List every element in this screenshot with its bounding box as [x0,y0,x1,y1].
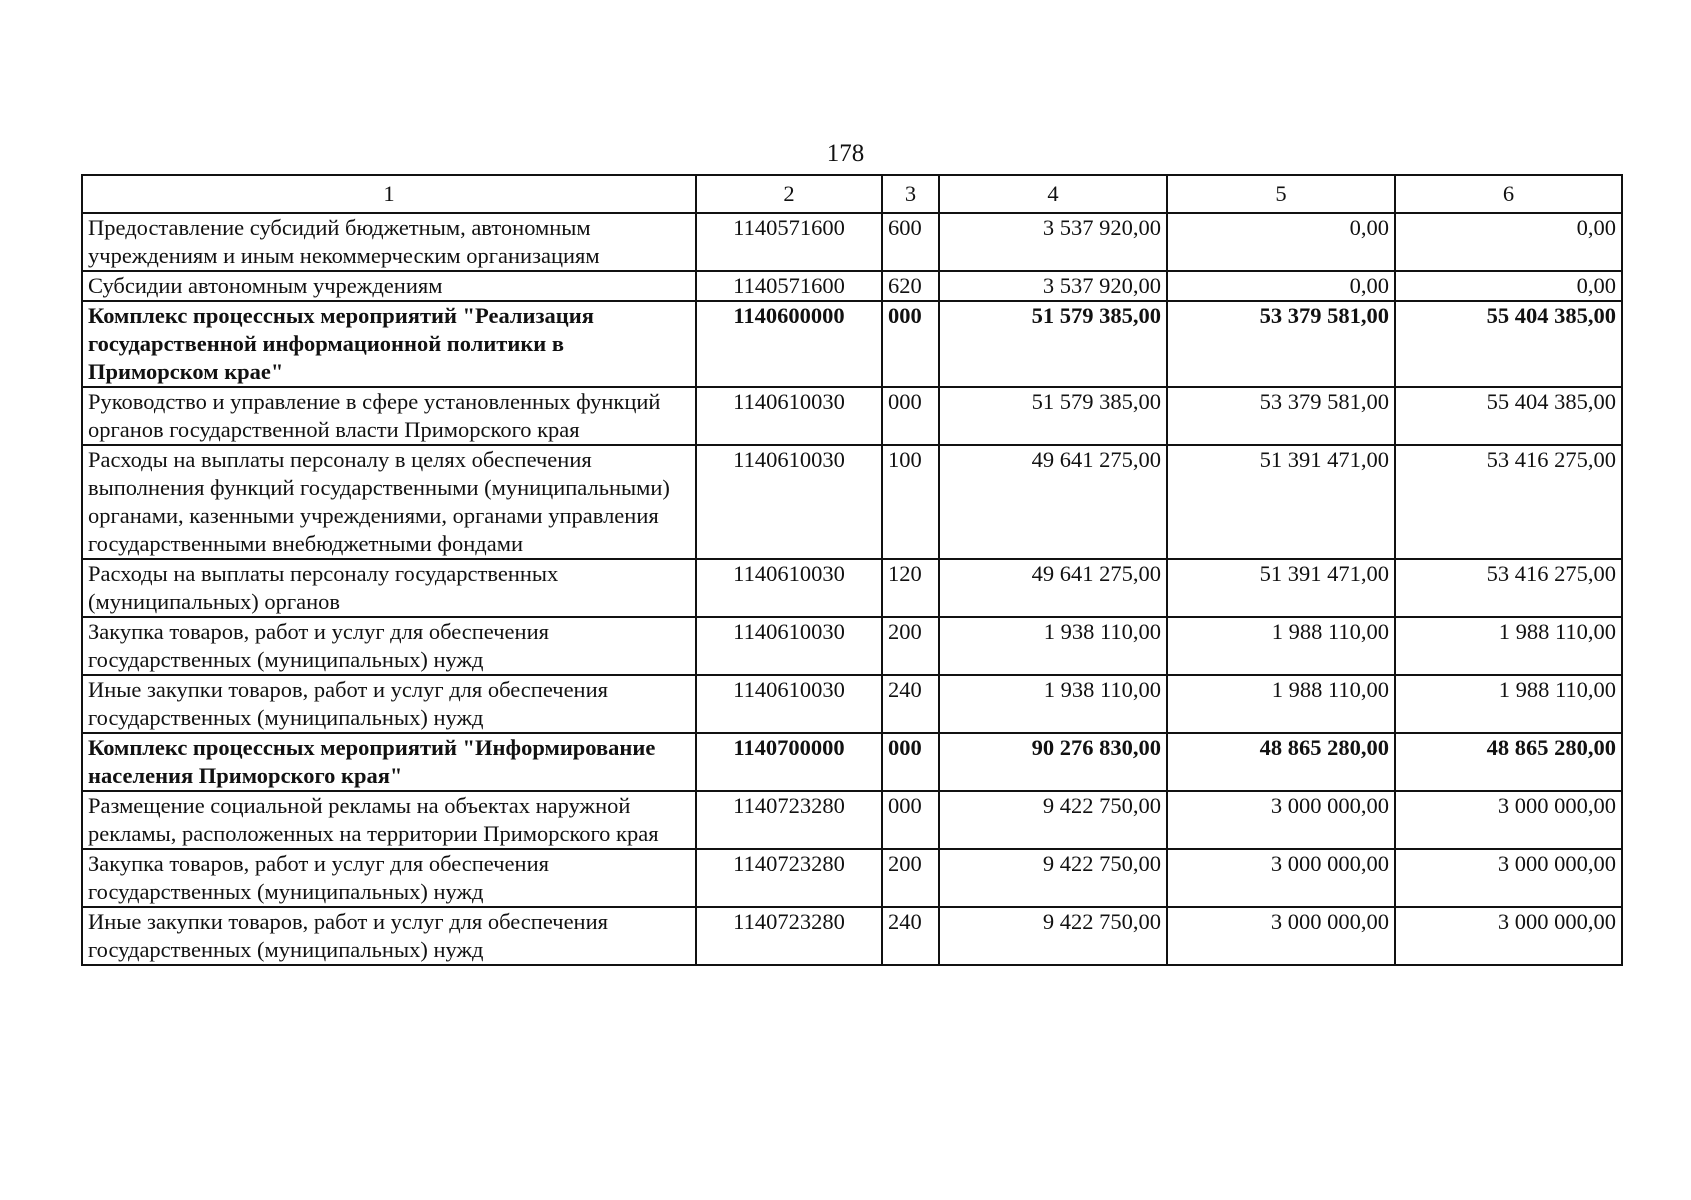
row-kvr-cell: 240 [882,907,939,965]
row-value-2026-cell: 53 416 275,00 [1395,445,1622,559]
row-value-2024-cell: 49 641 275,00 [939,559,1167,617]
row-kvr-cell: 200 [882,617,939,675]
budget-table [81,174,1623,966]
row-value-2024-cell: 51 579 385,00 [939,301,1167,387]
row-value-2025-cell: 53 379 581,00 [1167,301,1395,387]
row-kvr-cell: 000 [882,387,939,445]
table-body [82,213,1622,965]
row-value-2025-cell: 3 000 000,00 [1167,791,1395,849]
table-row [82,675,1622,733]
row-kvr-cell: 000 [882,733,939,791]
row-value-2024-cell: 3 537 920,00 [939,271,1167,301]
row-value-2025-cell: 48 865 280,00 [1167,733,1395,791]
row-code-cell: 1140610030 [696,675,882,733]
row-code-cell: 1140610030 [696,387,882,445]
row-value-2024-cell: 1 938 110,00 [939,617,1167,675]
row-value-2026-cell: 1 988 110,00 [1395,675,1622,733]
row-code-cell: 1140571600 [696,213,882,271]
row-value-2026-cell: 0,00 [1395,271,1622,301]
row-value-2024-cell: 49 641 275,00 [939,445,1167,559]
row-kvr-cell: 100 [882,445,939,559]
row-name-cell: Расходы на выплаты персоналу в целях обеспечения выполнения функций государственными (муниципальными) органами, казенными учреждениями, органами управления государственными внебюджетными фондами [82,445,696,559]
row-code-cell: 1140571600 [696,271,882,301]
table-row [82,617,1622,675]
row-value-2025-cell: 3 000 000,00 [1167,849,1395,907]
row-value-2026-cell: 0,00 [1395,213,1622,271]
table-row [82,733,1622,791]
column-header: 4 [939,175,1167,213]
row-name-cell: Субсидии автономным учреждениям [82,271,696,301]
table-row [82,387,1622,445]
row-value-2025-cell: 0,00 [1167,213,1395,271]
row-code-cell: 1140600000 [696,301,882,387]
row-value-2024-cell: 1 938 110,00 [939,675,1167,733]
table-header-row [82,175,1622,213]
row-value-2026-cell: 3 000 000,00 [1395,907,1622,965]
row-value-2024-cell: 9 422 750,00 [939,791,1167,849]
row-name-cell: Предоставление субсидий бюджетным, автономным учреждениям и иным некоммерческим организациям [82,213,696,271]
row-value-2026-cell: 55 404 385,00 [1395,387,1622,445]
row-name-cell: Комплекс процессных мероприятий "Реализация государственной информационной политики в Приморском крае" [82,301,696,387]
row-name-cell: Расходы на выплаты персоналу государственных (муниципальных) органов [82,559,696,617]
row-kvr-cell: 120 [882,559,939,617]
column-header: 6 [1395,175,1622,213]
row-value-2025-cell: 1 988 110,00 [1167,617,1395,675]
row-value-2025-cell: 51 391 471,00 [1167,559,1395,617]
row-code-cell: 1140700000 [696,733,882,791]
column-header: 2 [696,175,882,213]
row-value-2026-cell: 3 000 000,00 [1395,791,1622,849]
column-header: 3 [882,175,939,213]
row-value-2026-cell: 53 416 275,00 [1395,559,1622,617]
row-kvr-cell: 620 [882,271,939,301]
row-value-2024-cell: 9 422 750,00 [939,849,1167,907]
row-name-cell: Комплекс процессных мероприятий "Информирование населения Приморского края" [82,733,696,791]
row-value-2024-cell: 3 537 920,00 [939,213,1167,271]
row-code-cell: 1140723280 [696,791,882,849]
row-name-cell: Размещение социальной рекламы на объектах наружной рекламы, расположенных на территории Приморского края [82,791,696,849]
row-value-2024-cell: 90 276 830,00 [939,733,1167,791]
table-row [82,791,1622,849]
row-name-cell: Закупка товаров, работ и услуг для обеспечения государственных (муниципальных) нужд [82,849,696,907]
row-kvr-cell: 240 [882,675,939,733]
row-name-cell: Закупка товаров, работ и услуг для обеспечения государственных (муниципальных) нужд [82,617,696,675]
row-code-cell: 1140723280 [696,907,882,965]
row-value-2025-cell: 1 988 110,00 [1167,675,1395,733]
table-row [82,907,1622,965]
row-name-cell: Иные закупки товаров, работ и услуг для обеспечения государственных (муниципальных) нужд [82,675,696,733]
row-value-2026-cell: 3 000 000,00 [1395,849,1622,907]
row-value-2026-cell: 48 865 280,00 [1395,733,1622,791]
row-value-2026-cell: 55 404 385,00 [1395,301,1622,387]
row-value-2024-cell: 9 422 750,00 [939,907,1167,965]
row-value-2025-cell: 0,00 [1167,271,1395,301]
row-code-cell: 1140610030 [696,445,882,559]
table-row [82,849,1622,907]
row-code-cell: 1140723280 [696,849,882,907]
row-kvr-cell: 200 [882,849,939,907]
row-kvr-cell: 000 [882,301,939,387]
row-kvr-cell: 600 [882,213,939,271]
row-name-cell: Иные закупки товаров, работ и услуг для обеспечения государственных (муниципальных) нужд [82,907,696,965]
row-value-2025-cell: 3 000 000,00 [1167,907,1395,965]
column-header: 5 [1167,175,1395,213]
row-code-cell: 1140610030 [696,617,882,675]
row-value-2025-cell: 51 391 471,00 [1167,445,1395,559]
column-header: 1 [82,175,696,213]
row-value-2024-cell: 51 579 385,00 [939,387,1167,445]
table-row [82,559,1622,617]
table-row [82,271,1622,301]
page-number: 178 [826,140,865,167]
row-value-2025-cell: 53 379 581,00 [1167,387,1395,445]
row-code-cell: 1140610030 [696,559,882,617]
row-kvr-cell: 000 [882,791,939,849]
table-row [82,301,1622,387]
row-value-2026-cell: 1 988 110,00 [1395,617,1622,675]
table-row [82,213,1622,271]
table-row [82,445,1622,559]
row-name-cell: Руководство и управление в сфере установленных функций органов государственной власти Приморского края [82,387,696,445]
